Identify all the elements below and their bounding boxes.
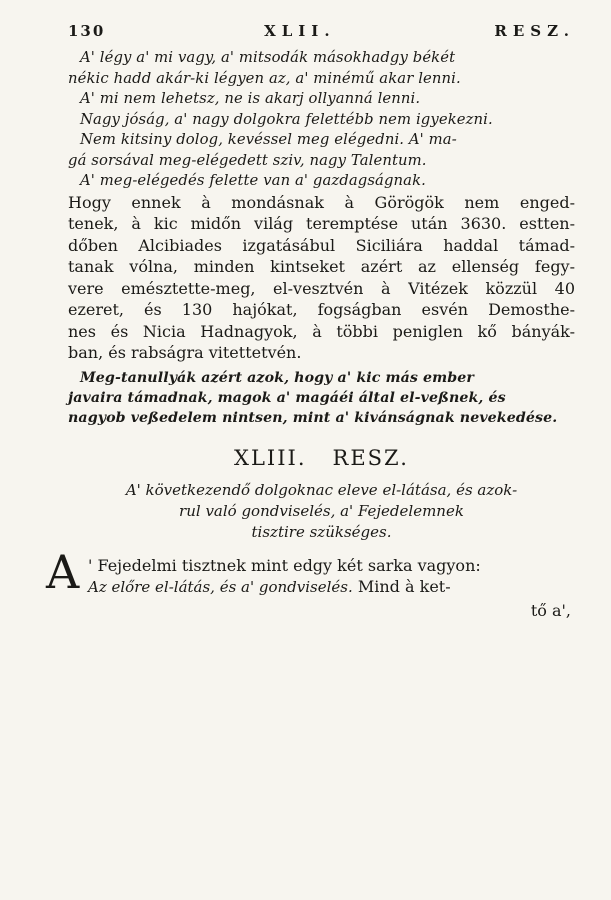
paragraph-line: dőben Alcibiades izgatásábul Siciliára haddal támad-: [68, 235, 575, 255]
proverb-line: A' meg-elégedés felette van a' gazdagságnak.: [80, 172, 426, 189]
body-text-start: [46, 544, 575, 599]
paragraph-line: nes és Nicia Hadnagyok, à többi peniglen kő bányák-: [68, 321, 575, 341]
moral-line: javaira támadnak, magok a' magáéi által el-veßnek, és: [68, 389, 506, 406]
chapter-heading: [68, 446, 575, 470]
body-line: [68, 576, 575, 599]
proverb-line: A' légy a' mi vagy, a' mitsodák másokhadgy békét: [80, 49, 456, 66]
running-header: [68, 22, 575, 48]
catchword: tő a',: [530, 600, 571, 620]
chapter-summary: [68, 480, 575, 543]
paragraph-line: tenek, à kic midőn világ teremptése után 3630. estten-: [68, 214, 575, 233]
summary-line: rul való gondviselés, a' Fejedelemnek: [179, 501, 464, 520]
body-line: ' Fejedelmi tisztnek mint edgy két sarka vagyon:: [88, 555, 481, 575]
moral-line: Meg-tanullyák azért azok, hogy a' kic más ember: [80, 369, 475, 386]
roman-paragraph: [68, 192, 575, 364]
paragraph-line: tanak vólna, minden kintseket azért az ellenség fegy-: [68, 257, 575, 276]
proverb-line: Nagy jóság, a' nagy dolgokra felettébb nem igyekezni.: [80, 110, 493, 128]
drop-cap: A: [46, 544, 80, 599]
summary-line: A' következendő dolgoknac eleve el-látása, és azok-: [125, 480, 518, 499]
chapter-word: RESZ.: [332, 445, 409, 470]
summary-line: tisztire szükséges.: [251, 522, 392, 541]
proverb-line: A' mi nem lehetsz, ne is akarj ollyanná lenni.: [80, 90, 421, 107]
running-head-chapter: XLII.: [264, 22, 336, 40]
paragraph-line: ezeret, és 130 hajókat, fogságban esvén Demosthe-: [68, 300, 575, 319]
proverb-line: gá sorsával meg-elégedett sziv, nagy Talentum.: [68, 151, 427, 169]
italic-proverbs: [68, 48, 575, 192]
moral-line: nagyob veßedelem nintsen, mint a' kivánságnak nevekedése.: [68, 409, 558, 426]
paragraph-line: vere emésztette-meg, el-vesztvén à Vitézek közzül 40: [68, 278, 575, 298]
proverb-line: nékic hadd akár-ki légyen az, a' minémű akar lenni.: [68, 69, 461, 87]
paragraph-line: ban, és rabságra vitettetvén.: [68, 343, 302, 362]
running-head-section: RESZ.: [494, 22, 575, 40]
page-number: 130: [68, 22, 106, 40]
italic-moral: [68, 368, 575, 428]
chapter-number: XLIII.: [234, 445, 307, 470]
paragraph-line: Hogy ennek à mondásnak à Görögök nem enged-: [68, 192, 575, 212]
proverb-line: Nem kitsiny dolog, kevéssel meg elégedni. A' ma-: [80, 131, 457, 148]
body-line-italic: Az előre el-látás, és a' gondviselés.: [88, 578, 353, 596]
body-line-roman: Mind à ket-: [352, 577, 451, 596]
